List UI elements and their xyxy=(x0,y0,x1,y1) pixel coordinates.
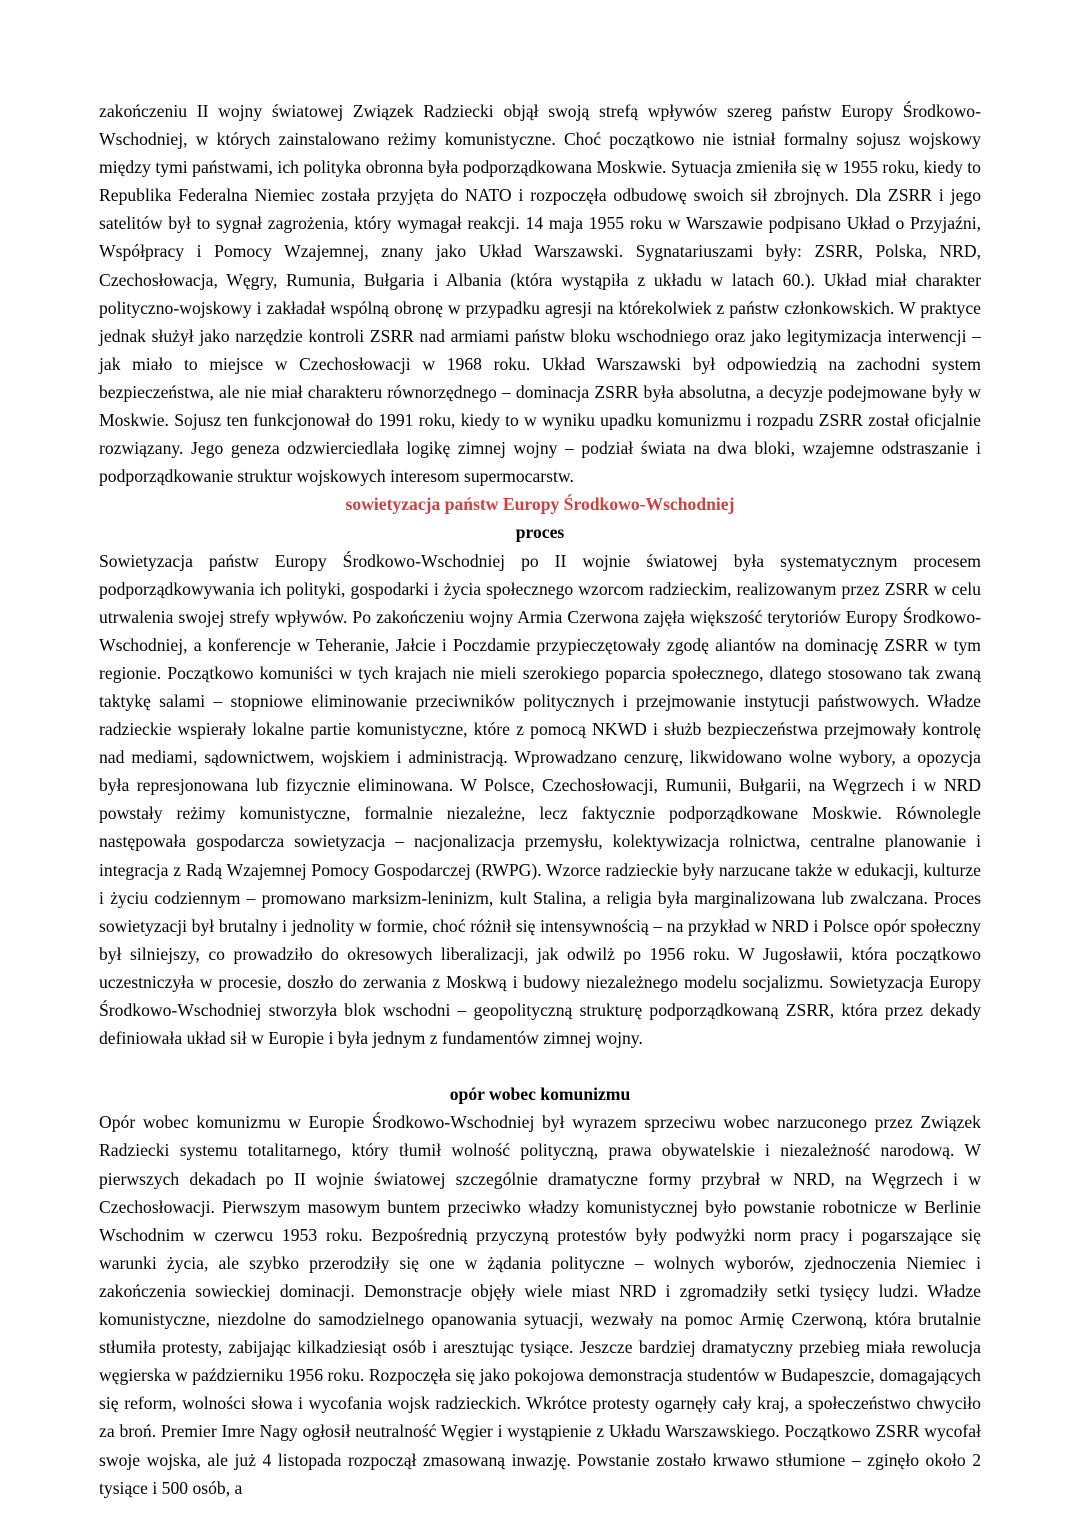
heading-proces: proces xyxy=(515,522,565,543)
paragraph-opor: Opór wobec komunizmu w Europie Środkowo-Wschodniej był wyrazem sprzeciwu wobec narzuconego przez Związek Radziecki systemu totalitarnego, który tłumił wolność polityczną, prawa obywatelskie i niezależność narodową. W pierwszych dekadach po II wojnie światowej szczególnie dramatyczne formy przybrał w NRD, na Węgrzech i w Czechosłowacji. Pierwszym masowym buntem przeciwko władzy komunistycznej było powstanie robotnicze w Berlinie Wschodnim w czerwcu 1953 roku. Bezpośrednią przyczyną protestów były podwyżki norm pracy i pogarszające się warunki życia, ale szybko przerodziły się one w żądania polityczne – wolnych wyborów, zjednoczenia Niemiec i zakończenia sowieckiej dominacji. Demonstracje objęły wiele miast NRD i zgromadziły setki tysięcy ludzi. Władze komunistyczne, niezdolne do samodzielnego opanowania sytuacji, wezwały na pomoc Armię Czerwoną, która brutalnie stłumiła protesty, zabijając kilkadziesiąt osób i aresztując tysiące. Jeszcze bardziej dramatyczny przebieg miała rewolucja węgierska w październiku 1956 roku. Rozpoczęła się jako pokojowa demonstracja studentów w Budapeszcie, domagających się reform, wolności słowa i wycofania wojsk radzieckich. Wkrótce protesty ogarnęły cały kraj, a społeczeństwo chwyciło za broń. Premier Imre Nagy ogłosił neutralność Węgier i wystąpienie z Układu Warszawskiego. Początkowo ZSRR wycofał swoje wojska, ale już 4 listopada rozpoczął zmasowaną inwazję. Powstanie zostało krwawo stłumione – zginęło około 2 tysiące i 500 osób, a xyxy=(99,1112,981,1498)
heading-sowietyzacja: sowietyzacja państw Europy Środkowo-Wschodniej xyxy=(345,494,735,515)
paragraph-uklad-warszawski: zakończeniu II wojny światowej Związek Radziecki objął swoją strefą wpływów szereg państw Europy Środkowo-Wschodniej, w których zainstalowano reżimy komunistyczne. Choć początkowo nie istniał formalny sojusz wojskowy między tymi państwami, ich polityka obronna była podporządkowana Moskwie. Sytuacja zmieniła się w 1955 roku, kiedy to Republika Federalna Niemiec została przyjęta do NATO i rozpoczęła odbudowę swoich sił zbrojnych. Dla ZSRR i jego satelitów był to sygnał zagrożenia, który wymagał reakcji. 14 maja 1955 roku w Warszawie podpisano Układ o Przyjaźni, Współpracy i Pomocy Wzajemnej, znany jako Układ Warszawski. Sygnatariuszami były: ZSRR, Polska, NRD, Czechosłowacja, Węgry, Rumunia, Bułgaria i Albania (która wystąpiła z układu w latach 60.). Układ miał charakter polityczno-wojskowy i zakładał wspólną obronę w przypadku agresji na którekolwiek z państw członkowskich. W praktyce jednak służył jako narzędzie kontroli ZSRR nad armiami państw bloku wschodniego oraz jako legitymizacja interwencji – jak miało to miejsce w Czechosłowacji w 1968 roku. Układ Warszawski był odpowiedzią na zachodni system bezpieczeństwa, ale nie miał charakteru równorzędnego – dominacja ZSRR była absolutna, a decyzje podejmowane były w Moskwie. Sojusz ten funkcjonował do 1991 roku, kiedy to w wyniku upadku komunizmu i rozpadu ZSRR został oficjalnie rozwiązany. Jego geneza odzwierciedlała logikę zimnej wojny – podział świata na dwa bloki, wzajemne odstraszanie i podporządkowanie struktur wojskowych interesom supermocarstw. xyxy=(99,101,981,487)
section-spacer xyxy=(99,1052,981,1080)
heading-opor-wobec-komunizmu: opór wobec komunizmu xyxy=(449,1084,631,1105)
paragraph-proces: Sowietyzacja państw Europy Środkowo-Wschodniej po II wojnie światowej była systematycznym procesem podporządkowywania ich polityki, gospodarki i życia społecznego wzorcom radzieckim, realizowanym przez ZSRR w celu utrwalenia swojej strefy wpływów. Po zakończeniu wojny Armia Czerwona zajęła większość terytoriów Europy Środkowo-Wschodniej, a konferencje w Teheranie, Jałcie i Poczdamie przypieczętowały zgodę aliantów na dominację ZSRR w tym regionie. Początkowo komuniści w tych krajach nie mieli szerokiego poparcia społecznego, dlatego stosowano tak zwaną taktykę salami – stopniowe eliminowanie przeciwników politycznych i przejmowanie instytucji państwowych. Władze radzieckie wspierały lokalne partie komunistyczne, które z pomocą NKWD i służb bezpieczeństwa przejmowały kontrolę nad mediami, sądownictwem, wojskiem i administracją. Wprowadzano cenzurę, likwidowano wolne wybory, a opozycja była represjonowana lub fizycznie eliminowana. W Polsce, Czechosłowacji, Rumunii, Bułgarii, na Węgrzech i w NRD powstały reżimy komunistyczne, formalnie niezależne, lecz faktycznie podporządkowane Moskwie. Równolegle następowała gospodarcza sowietyzacja – nacjonalizacja przemysłu, kolektywizacja rolnictwa, centralne planowanie i integracja z Radą Wzajemnej Pomocy Gospodarczej (RWPG). Wzorce radzieckie były narzucane także w edukacji, kulturze i życiu codziennym – promowano marksizm-leninizm, kult Stalina, a religia była marginalizowana lub zwalczana. Proces sowietyzacji był brutalny i jednolity w formie, choć różnił się intensywnością – na przykład w NRD i Polsce opór społeczny był silniejszy, co prowadziło do okresowych liberalizacji, jak odwilż po 1956 roku. W Jugosławii, która początkowo uczestniczyła w procesie, doszło do zerwania z Moskwą i budowy niezależnego modelu socjalizmu. Sowietyzacja Europy Środkowo-Wschodniej stworzyła blok wschodni – geopolityczną strukturę podporządkowaną ZSRR, która przez dekady definiowała układ sił w Europie i była jednym z fundamentów zimnej wojny. xyxy=(99,550,981,1049)
